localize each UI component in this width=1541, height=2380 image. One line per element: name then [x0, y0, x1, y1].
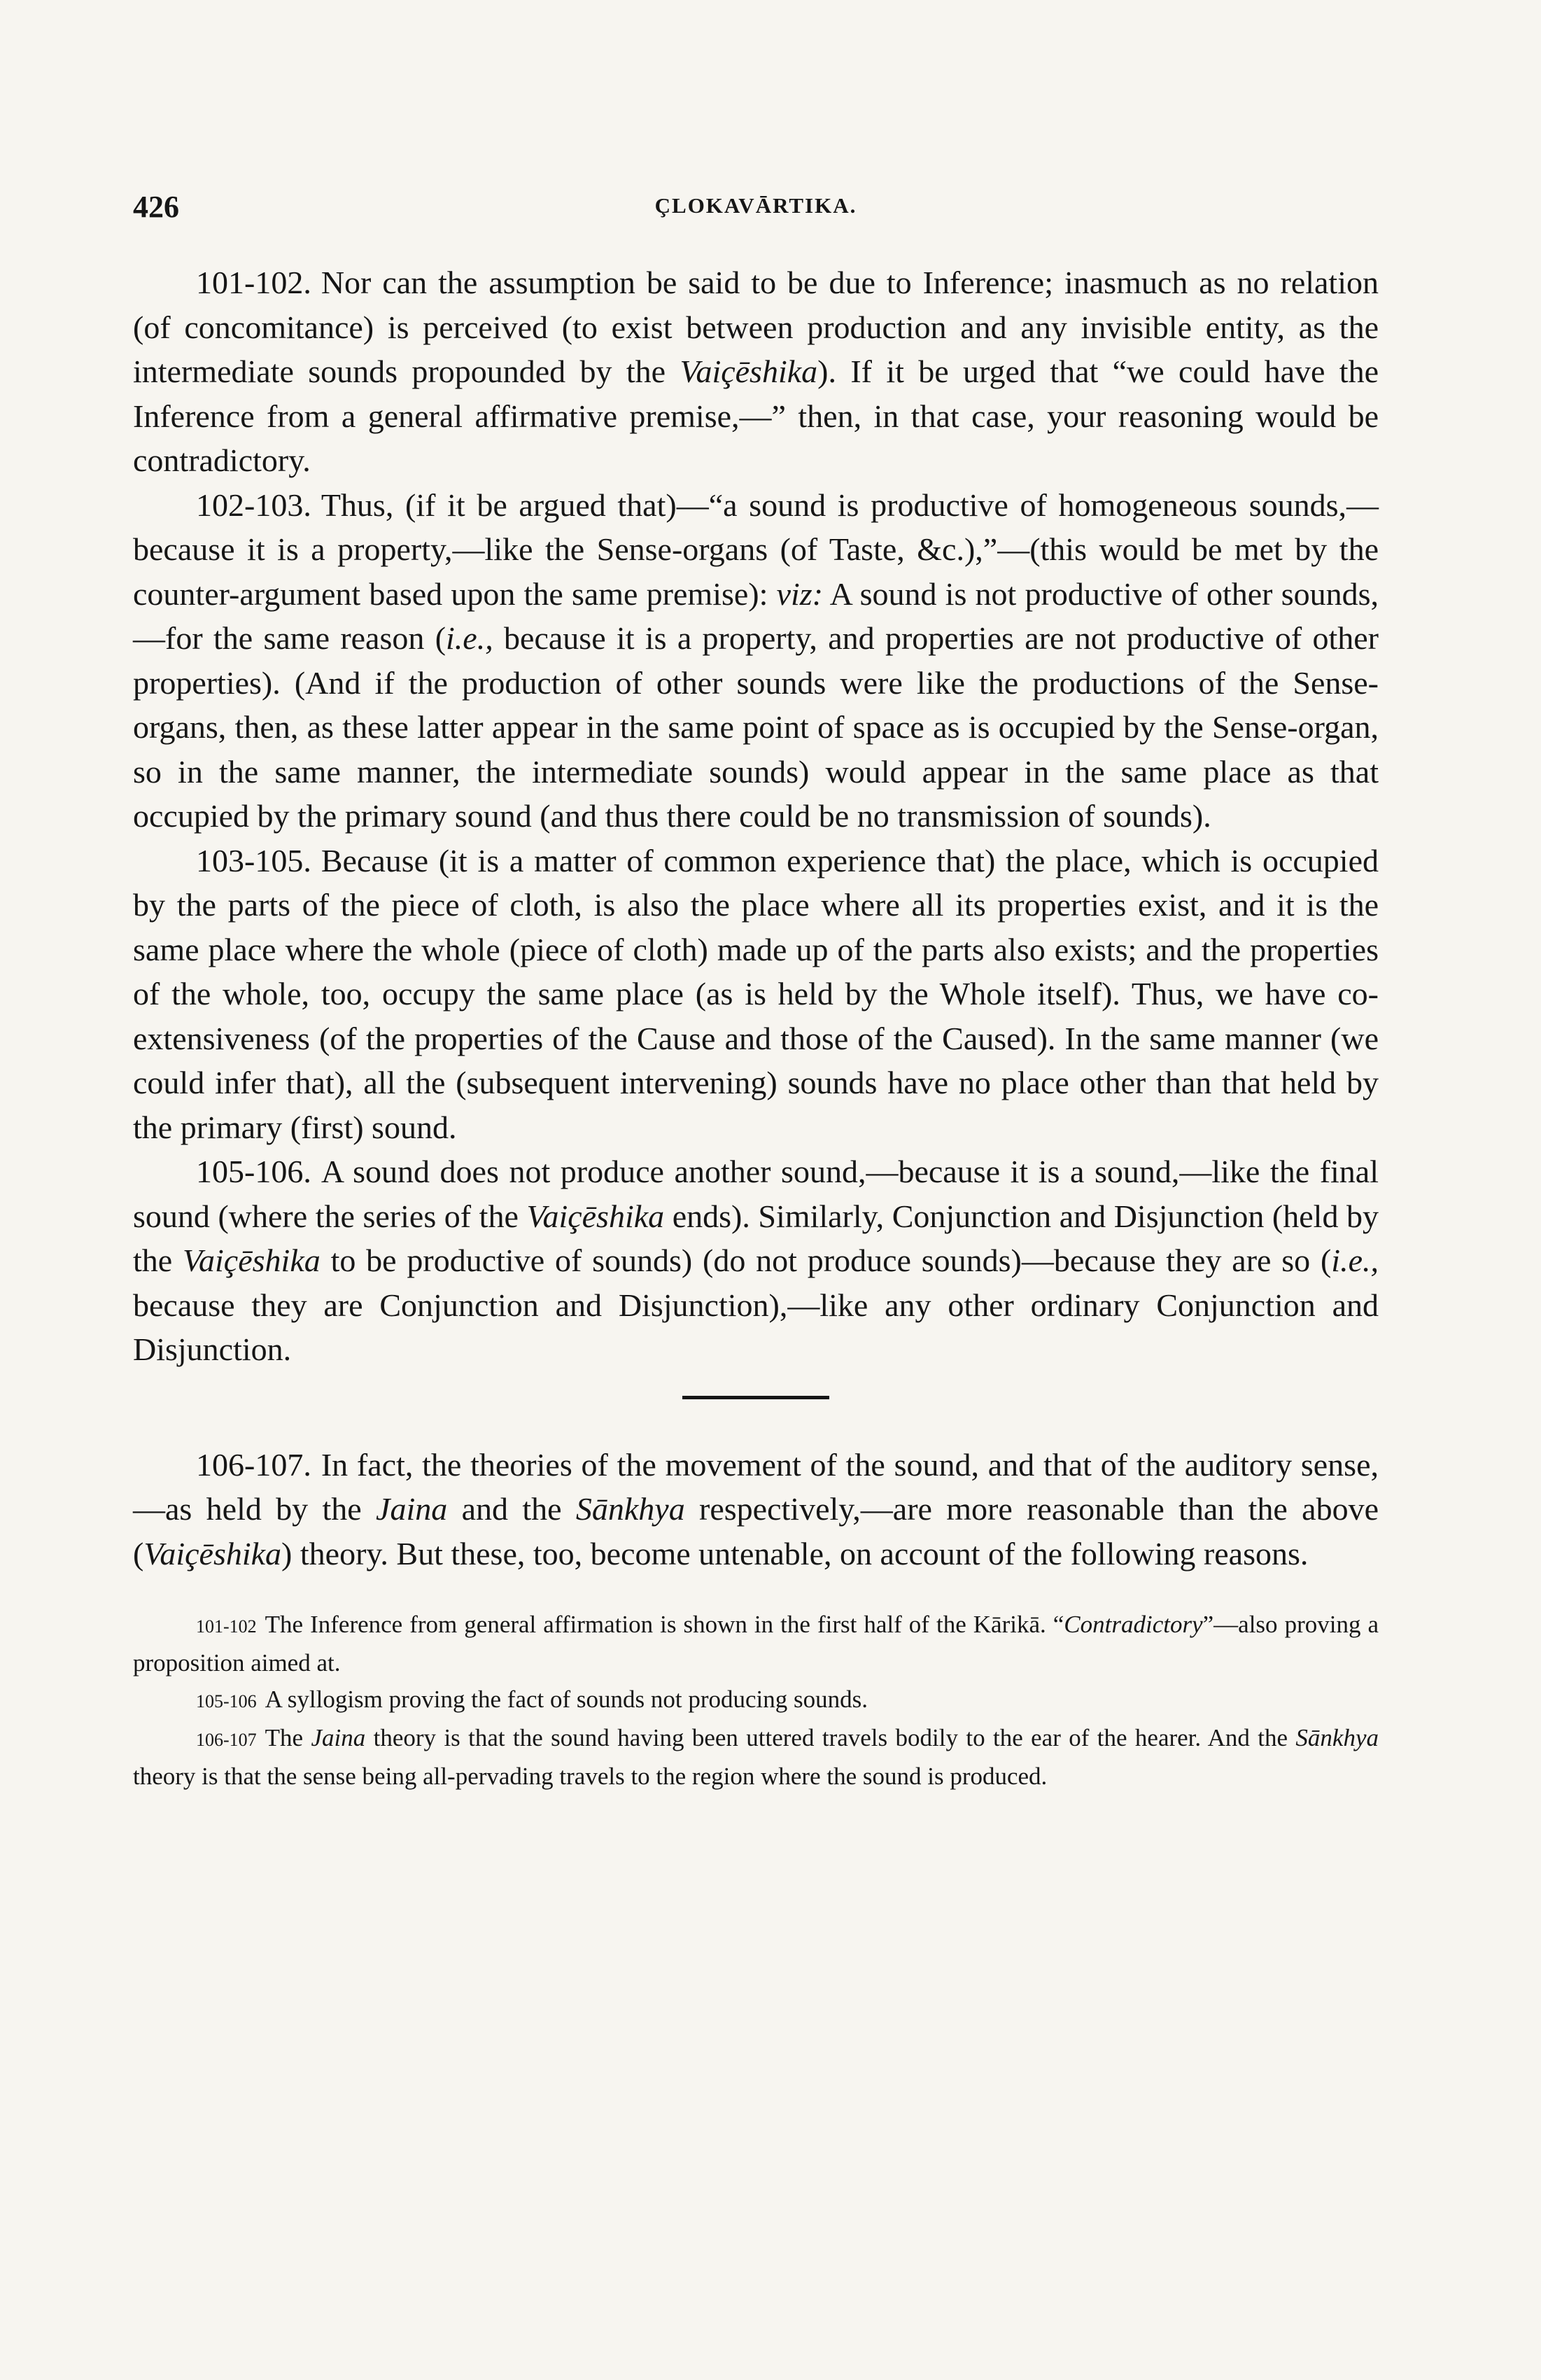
footnotes [133, 1606, 1379, 1795]
text-segment: ends). Similarly, Conjunction and Disjunction (held by the [133, 1198, 1379, 1278]
italic-term: Sānkhya [575, 1491, 685, 1527]
footnote-101-102 [133, 1606, 1379, 1681]
text-segment: to be productive of sounds) (do not produce sounds)—because they are so ( [320, 1242, 1332, 1278]
footnote-number: 106-107 [196, 1730, 257, 1750]
text-segment: respectively,—are more reasonable than the above ( [133, 1491, 1379, 1572]
italic-term: Sānkhya [1295, 1724, 1379, 1751]
paragraph-102-103 [133, 483, 1379, 839]
verse-number: 102-103. [196, 486, 311, 523]
text-segment: ). If it be urged that “we could have the Inference from a general affirmative premise,—” then, in that case, your reasoning would be contradictory. [133, 354, 1379, 478]
footnote-number: 105-106 [196, 1691, 257, 1712]
italic-term: i.e., [1331, 1242, 1379, 1278]
text-segment: and the [447, 1491, 576, 1527]
paragraph-106-107 [133, 1443, 1379, 1576]
italic-term: Vaiçēshika [183, 1242, 321, 1278]
text-segment: A sound does not produce another sound,—because it is a sound,—like the final sound (where the series of the [133, 1154, 1379, 1234]
page-number: 426 [133, 190, 179, 224]
page [133, 189, 1379, 1795]
verse-number: 103-105. [196, 842, 311, 878]
italic-term: Vaiçēshika [526, 1198, 665, 1234]
footnote-105-106 [133, 1681, 1379, 1720]
main-text [133, 260, 1379, 1576]
text-segment: Nor can the assumption be said to be due to Inference; inasmuch as no relation (of concomitance) is perceived (to exist between production and any invisible entity, as the intermediate sounds propounded by the [133, 265, 1379, 389]
text-segment: The [265, 1724, 311, 1751]
verse-number: 106-107. [196, 1446, 311, 1483]
verse-number: 101-102. [196, 265, 311, 300]
running-head [133, 189, 1379, 231]
italic-term: Vaiçēshika [143, 1535, 282, 1572]
section-divider [682, 1396, 829, 1399]
italic-term: Vaiçēshika [680, 354, 818, 389]
paragraph-103-105 [133, 839, 1379, 1150]
text-segment: The Inference from general affirmation is shown in the first half of the Kārikā. “ [265, 1611, 1064, 1638]
italic-term: i.e., [446, 620, 493, 656]
text-segment: ”—also proving a proposition aimed at. [133, 1611, 1379, 1676]
text-segment: Because (it is a matter of common experience that) the place, which is occupied by the parts of the piece of cloth, is also the place where all its properties exist, and it is the same place where the whole (piece of cloth) made up of the parts also exists; and the properties of the whole, too, occupy the same place (as is held by the Whole itself). Thus, we have co-extensiveness (of the properties of the Cause and those of the Caused). In the same manner (we could infer that), all the (subsequent intervening) sounds have no place other than that held by the primary (first) sound. [133, 842, 1379, 1145]
text-segment: A syllogism proving the fact of sounds not producing sounds. [265, 1686, 868, 1713]
text-segment: ) theory. But these, too, become untenable, on account of the following reasons. [281, 1535, 1309, 1572]
paragraph-105-106 [133, 1149, 1379, 1372]
italic-term: viz: [776, 575, 824, 612]
text-segment: theory is that the sense being all-pervading travels to the region where the sound is produced. [133, 1763, 1048, 1790]
text-segment: because they are Conjunction and Disjunction),—like any other ordinary Conjunction and Disjunction. [133, 1287, 1379, 1367]
running-title: ÇLOKAVĀRTIKA. [654, 193, 857, 218]
italic-term: Contradictory [1064, 1611, 1203, 1638]
paragraph-101-102 [133, 260, 1379, 483]
text-segment: A sound is not productive of other sounds,—for the same reason ( [133, 575, 1379, 656]
italic-term: Jaina [311, 1724, 366, 1751]
footnote-106-107 [133, 1720, 1379, 1795]
text-segment: In fact, the theories of the movement of the sound, and that of the auditory sense,—as held by the [133, 1446, 1379, 1527]
footnote-number: 101-102 [196, 1616, 257, 1637]
text-segment: because it is a property, and properties are not productive of other properties). (And if the production of other sounds were like the productions of the Sense-organs, then, as these latter appear in the same point of space as is occupied by the Sense-organ, so in the same manner, the intermediate sounds) would appear in the same place as that occupied by the primary sound (and thus there could be no transmission of sounds). [133, 620, 1379, 834]
text-segment: Thus, (if it be argued that)—“a sound is productive of homogeneous sounds,—because it is a property,—like the Sense-organs (of Taste, &c.),”—(this would be met by the counter-argument based upon the same premise): [133, 486, 1379, 612]
italic-term: Jaina [376, 1491, 448, 1527]
text-segment: theory is that the sound having been uttered travels bodily to the ear of the hearer. And the [365, 1724, 1296, 1751]
verse-number: 105-106. [196, 1154, 311, 1189]
